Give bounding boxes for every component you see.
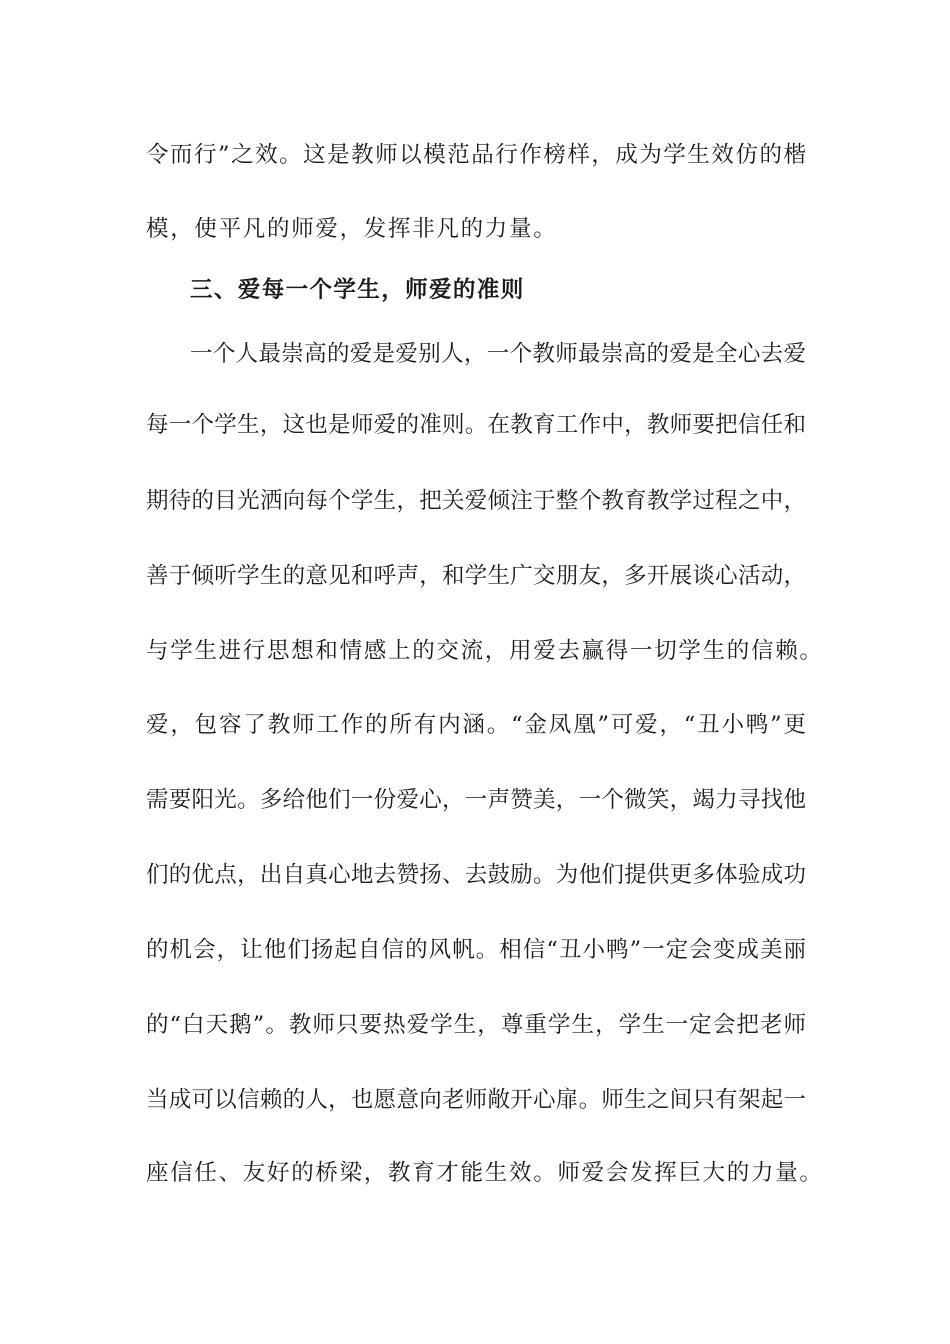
paragraph-line: 模，使平凡的师爱，发挥非凡的力量。 xyxy=(146,216,558,242)
paragraph-line: 一个人最崇高的爱是爱别人，一个教师最崇高的爱是全心去爱 xyxy=(190,341,806,367)
paragraph-line: 与学生进行思想和情感上的交流，用爱去赢得一切学生的信赖。 xyxy=(146,638,824,664)
paragraph-line: 的“白天鹅”。教师只要热爱学生，尊重学生，学生一定会把老师 xyxy=(146,1012,806,1038)
paragraph-line: 当成可以信赖的人，也愿意向老师敞开心扉。师生之间只有架起一 xyxy=(146,1087,806,1113)
paragraph-line: 需要阳光。多给他们一份爱心，一声赞美，一个微笑，竭力寻找他 xyxy=(146,787,806,813)
paragraph-line: 期待的目光洒向每个学生，把关爱倾注于整个教育教学过程之中， xyxy=(146,488,806,514)
paragraph-line: 令而行”之效。这是教师以模范品行作榜样，成为学生效仿的楷 xyxy=(146,142,806,168)
paragraph-line: 每一个学生，这也是师爱的准则。在教育工作中，教师要把信任和 xyxy=(146,412,806,438)
paragraph-line: 善于倾听学生的意见和呼声，和学生广交朋友，多开展谈心活动， xyxy=(146,563,806,589)
paragraph-line: 座信任、友好的桥梁，教育才能生效。师爱会发挥巨大的力量。 xyxy=(146,1160,824,1186)
paragraph-line: 的机会，让他们扬起自信的风帆。相信“丑小鸭”一定会变成美丽 xyxy=(146,937,806,963)
paragraph-line: 们的优点，出自真心地去赞扬、去鼓励。为他们提供更多体验成功 xyxy=(146,862,806,888)
section-heading: 三、爱每一个学生，师爱的准则 xyxy=(190,277,525,303)
paragraph-line: 爱，包容了教师工作的所有内涵。“金凤凰”可爱，“丑小鸭”更 xyxy=(146,712,806,738)
